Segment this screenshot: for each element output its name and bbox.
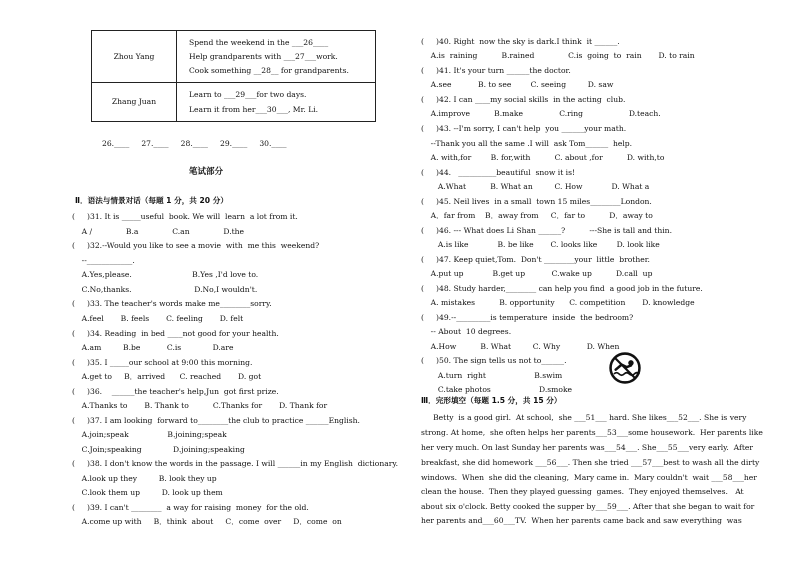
option-line: --Thank you all the same .I will ask Tom______ help.: [421, 139, 633, 148]
section2-title: Ⅱ．语法与情景对话（每题 1 分，共 20 分）: [75, 196, 228, 205]
option-line: C.No,thanks. D.No,I wouldn't.: [72, 285, 258, 294]
option-line: C.Join;speaking D.joining;speaking: [72, 445, 245, 454]
option-line: C.look them up D. look up them: [72, 488, 223, 497]
option-line: A.am B.be C.is D.are: [72, 343, 234, 352]
option-line: A.How B. What C. Why D. When: [421, 342, 620, 351]
question-line: ( )36. ______the teacher's help,Jun got first prize.: [72, 387, 279, 396]
question-line: ( )33. The teacher's words make me________sorry.: [72, 299, 272, 308]
option-line: A.improve B.make C.ring D.teach.: [421, 109, 661, 118]
question-line: ( )35. I _____our school at 9:00 this morning.: [72, 358, 253, 367]
question-line: ( )38. I don't know the words in the passage. I will ______in my English dictionary.: [72, 459, 399, 468]
question-line: ( )42. I can ____my social skills in the acting club.: [421, 95, 626, 104]
table-line: Cook something __28__ for grandparents.: [189, 65, 349, 75]
option-line: A.Thanks to B. Thank to C.Thanks for D. Thank for: [72, 401, 328, 410]
question-line: ( )48. Study harder,________ can help you find a good job in the future.: [421, 284, 703, 293]
option-line: A. with,for B. for,with C. about ,for D. with,to: [421, 153, 665, 162]
option-line: A.put up B.get up C.wake up D.call up: [421, 269, 653, 278]
table-line: Help grandparents with ___27___work.: [189, 51, 338, 61]
written-title: 笔试部分: [189, 167, 224, 177]
option-line: A.turn right B.swim: [421, 371, 563, 380]
question-line: ( )32.--Would you like to see a movie with me this weekend?: [72, 241, 320, 250]
question-line: ( )44. __________beautiful snow it is!: [421, 168, 576, 177]
question-line: ( )49.--_________is temperature inside the bedroom?: [421, 313, 634, 322]
section3-title: Ⅲ．完形填空（每题 1.5 分，共 15 分）: [421, 396, 562, 405]
passage-line: clean the house. Then they played guessing games. They enjoyed themselves. At: [421, 487, 744, 496]
option-line: -- About 10 degrees.: [421, 327, 512, 336]
option-line: A.feel B. feels C. feeling D. felt: [72, 314, 244, 323]
option-line: A．far from B．away from C．far to D．away to: [421, 211, 653, 220]
option-line: A.Yes,please. B.Yes ,I'd love to.: [72, 270, 259, 279]
question-line: ( )40. Right now the sky is dark.I think it ______.: [421, 37, 620, 46]
option-line: A.What B. What an C. How D. What a: [421, 182, 650, 191]
option-line: --____________.: [72, 256, 135, 265]
passage-line: strong. At home, she often helps her parents___53___some housework. Her parents like: [421, 428, 763, 437]
passage-line: breakfast, she did homework ___56___. Then she tried ___57___best to wash all the dirty: [421, 458, 760, 467]
passage-line: Betty is a good girl. At school, she ___51___ hard. She likes___52___. She is very: [421, 413, 747, 422]
no-swimming-sign-icon: [608, 351, 642, 385]
question-line: ( )43. --I'm sorry, I can't help you ______your math.: [421, 124, 627, 133]
option-line: A.see B. to see C. seeing D. saw: [421, 80, 614, 89]
table-row: [92, 83, 376, 122]
option-line: A / B.a C.an D.the: [72, 227, 245, 236]
table-desc-cell: [177, 83, 376, 122]
option-line: A. mistakes B. opportunity C. competition D. knowledge: [421, 298, 695, 307]
question-line: ( )31. It is _____useful book. We will learn a lot from it.: [72, 212, 298, 221]
table-name-cell: Zhou Yang: [92, 31, 177, 83]
table-name-cell: Zhang Juan: [92, 83, 177, 122]
answer-blanks: 26.____ 27.____ 28.____ 29.____ 30.____: [102, 139, 287, 148]
table-line: Learn to ___29___for two days.: [189, 90, 307, 99]
option-line: A.is raining B.rained C.is going to rain D. to rain: [421, 51, 695, 60]
option-line: A.is like B. be like C. looks like D. look like: [421, 240, 660, 249]
passage-line: windows. When she did the cleaning, Mary came in. Mary couldn't wait ___58___her: [421, 473, 757, 482]
option-line: A.look up they B. look they up: [72, 474, 217, 483]
option-line: A.join;speak B.joining;speak: [72, 430, 227, 439]
info-table: [91, 30, 376, 122]
question-line: ( )46. --- What does Li Shan ______? ---She is tall and thin.: [421, 226, 672, 235]
table-line: Learn it from her___30___, Mr. Li.: [189, 105, 319, 114]
question-line: ( )41. It's your turn ______the doctor.: [421, 66, 571, 75]
passage-line: about six o'clock. Betty cooked the supper by___59___. After that she began to wait for: [421, 502, 755, 511]
table-line: Spend the weekend in the ___26____: [189, 37, 329, 47]
option-line: A.get to B．arrived C. reached D. got: [72, 372, 262, 381]
passage-line: her very much. On last Sunday her parents was___54___. She___55___very early. After: [421, 443, 754, 452]
option-line: A.come up with B．think about C．come over D．come on: [72, 517, 342, 526]
table-desc-cell: [177, 31, 376, 83]
question-line: ( )45. Neil lives in a small town 15 miles________London.: [421, 197, 652, 206]
question-line: ( )39. I can't ________ a way for raising money for the old.: [72, 503, 309, 512]
passage-line: her parents and___60___TV. When her parents came back and saw everything was: [421, 516, 742, 525]
question-line: ( )47. Keep quiet,Tom. Don't ________your little brother.: [421, 255, 650, 264]
question-line: ( )34. Reading in bed ____not good for your health.: [72, 329, 279, 338]
option-line: C.take photos D.smoke: [421, 385, 573, 394]
question-line: ( )50. The sign tells us not to______.: [421, 356, 567, 365]
question-line: ( )37. I am looking forward to________the club to practice ______English.: [72, 416, 360, 425]
table-row: [92, 31, 376, 83]
